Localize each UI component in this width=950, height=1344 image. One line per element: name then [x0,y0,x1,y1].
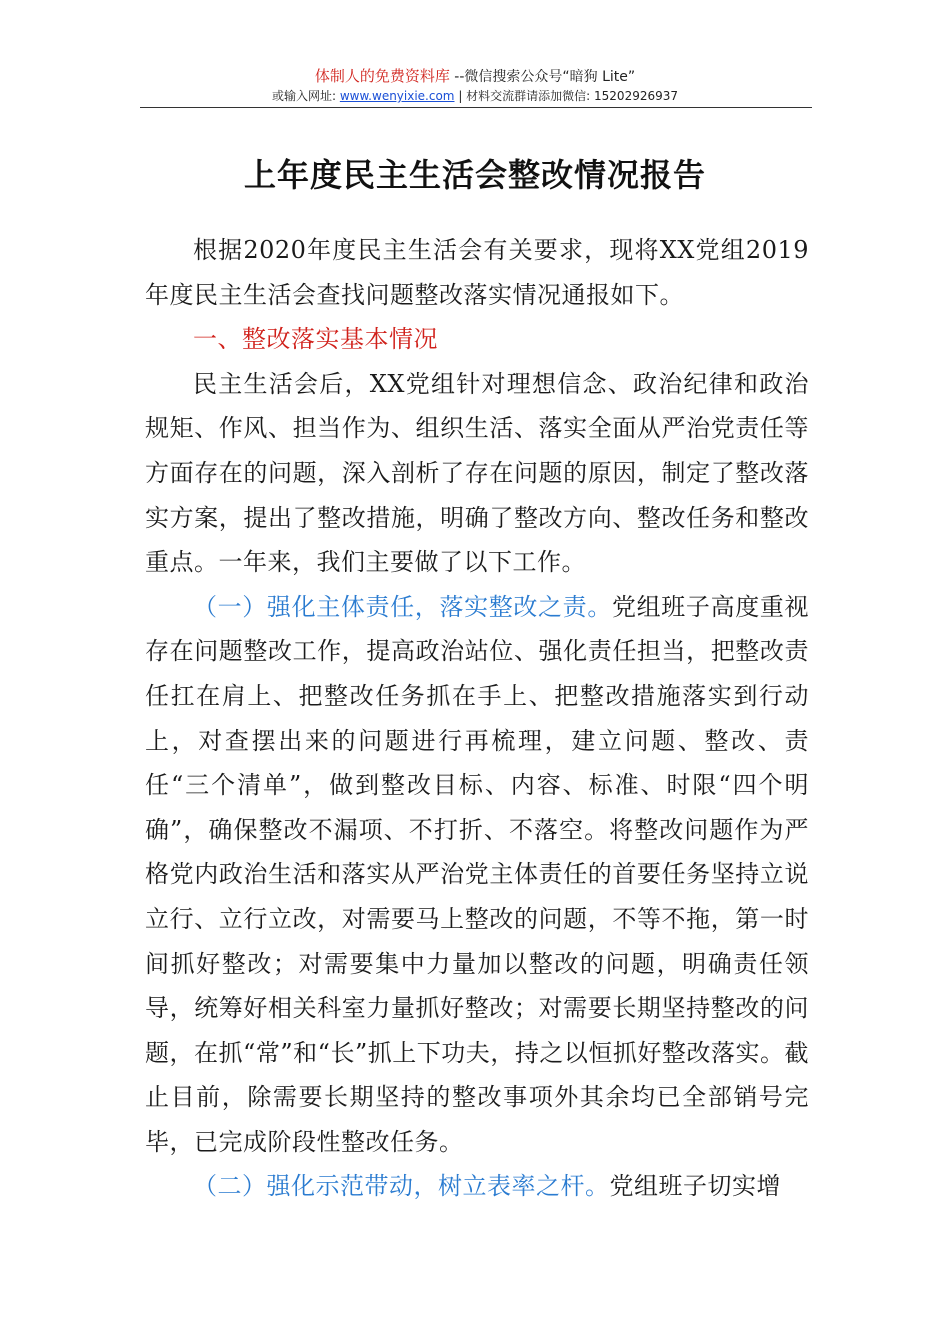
header-promo-line [0,66,950,87]
document-title: 上年度民主生活会整改情况报告 [243,156,706,194]
section-paragraph: 民主生活会后，XX党组针对理想信念、政治纪律和政治规矩、作风、担当作为、组织生活、落实全面从严治党责任等方面存在的问题，深入剖析了存在问题的原因，制定了整改落实方案，提出了整改措施，明确了整改方向、整改任务和整改重点。一年来，我们主要做了以下工作。 [145,369,809,577]
item-body-2: 党组班子切实增 [609,1172,781,1201]
header-website-link[interactable]: www.wenyixie.com [339,89,455,103]
header-search-hint: --微信搜索公众号“暗狗 Lite” [449,69,636,85]
document-body [145,228,809,1209]
header-contact-line [0,87,950,105]
section-heading: 一、整改落实基本情况 [193,325,438,354]
item-paragraph-1 [145,585,809,1165]
item-paragraph-2 [145,1164,809,1209]
item-heading-1: （一）强化主体责任，落实整改之责。 [193,592,612,621]
intro-paragraph: 根据2020年度民主生活会有关要求，现将XX党组2019年度民主生活会查找问题整改落实情况通报如下。 [145,236,809,309]
item-body-1: 党组班子高度重视存在问题整改工作，提高政治站位、强化责任担当，把整改责任扛在肩上、把整改任务抓在手上、把整改措施落实到行动上，对查摆出来的问题进行再梳理，建立问题、整改、责任“三个清单”，做到整改目标、内容、标准、时限“四个明确”，确保整改不漏项、不打折、不落空。将整改问题作为严格党内政治生活和落实从严治党主体责任的首要任务坚持立说立行、立行立改，对需要马上整改的问题，不等不拖，第一时间抓好整改；对需要集中力量加以整改的问题，明确责任领导，统筹好相关科室力量抓好整改；对需要长期坚持整改的问题，在抓“常”和“长”抓上下功夫，持之以恒抓好整改落实。截止目前，除需要长期坚持的整改事项外其余均已全部销号完毕，已完成阶段性整改任务。 [145,592,810,1156]
header-divider [140,107,812,108]
item-heading-2: （二）强化示范带动，树立表率之杆。 [193,1172,610,1201]
header-brand: 体制人的免费资料库 [314,67,450,85]
header-contact: | 材料交流群请添加微信: 15202926937 [454,89,679,103]
page-header [0,66,950,105]
header-url-prefix: 或输入网址: [271,89,340,103]
